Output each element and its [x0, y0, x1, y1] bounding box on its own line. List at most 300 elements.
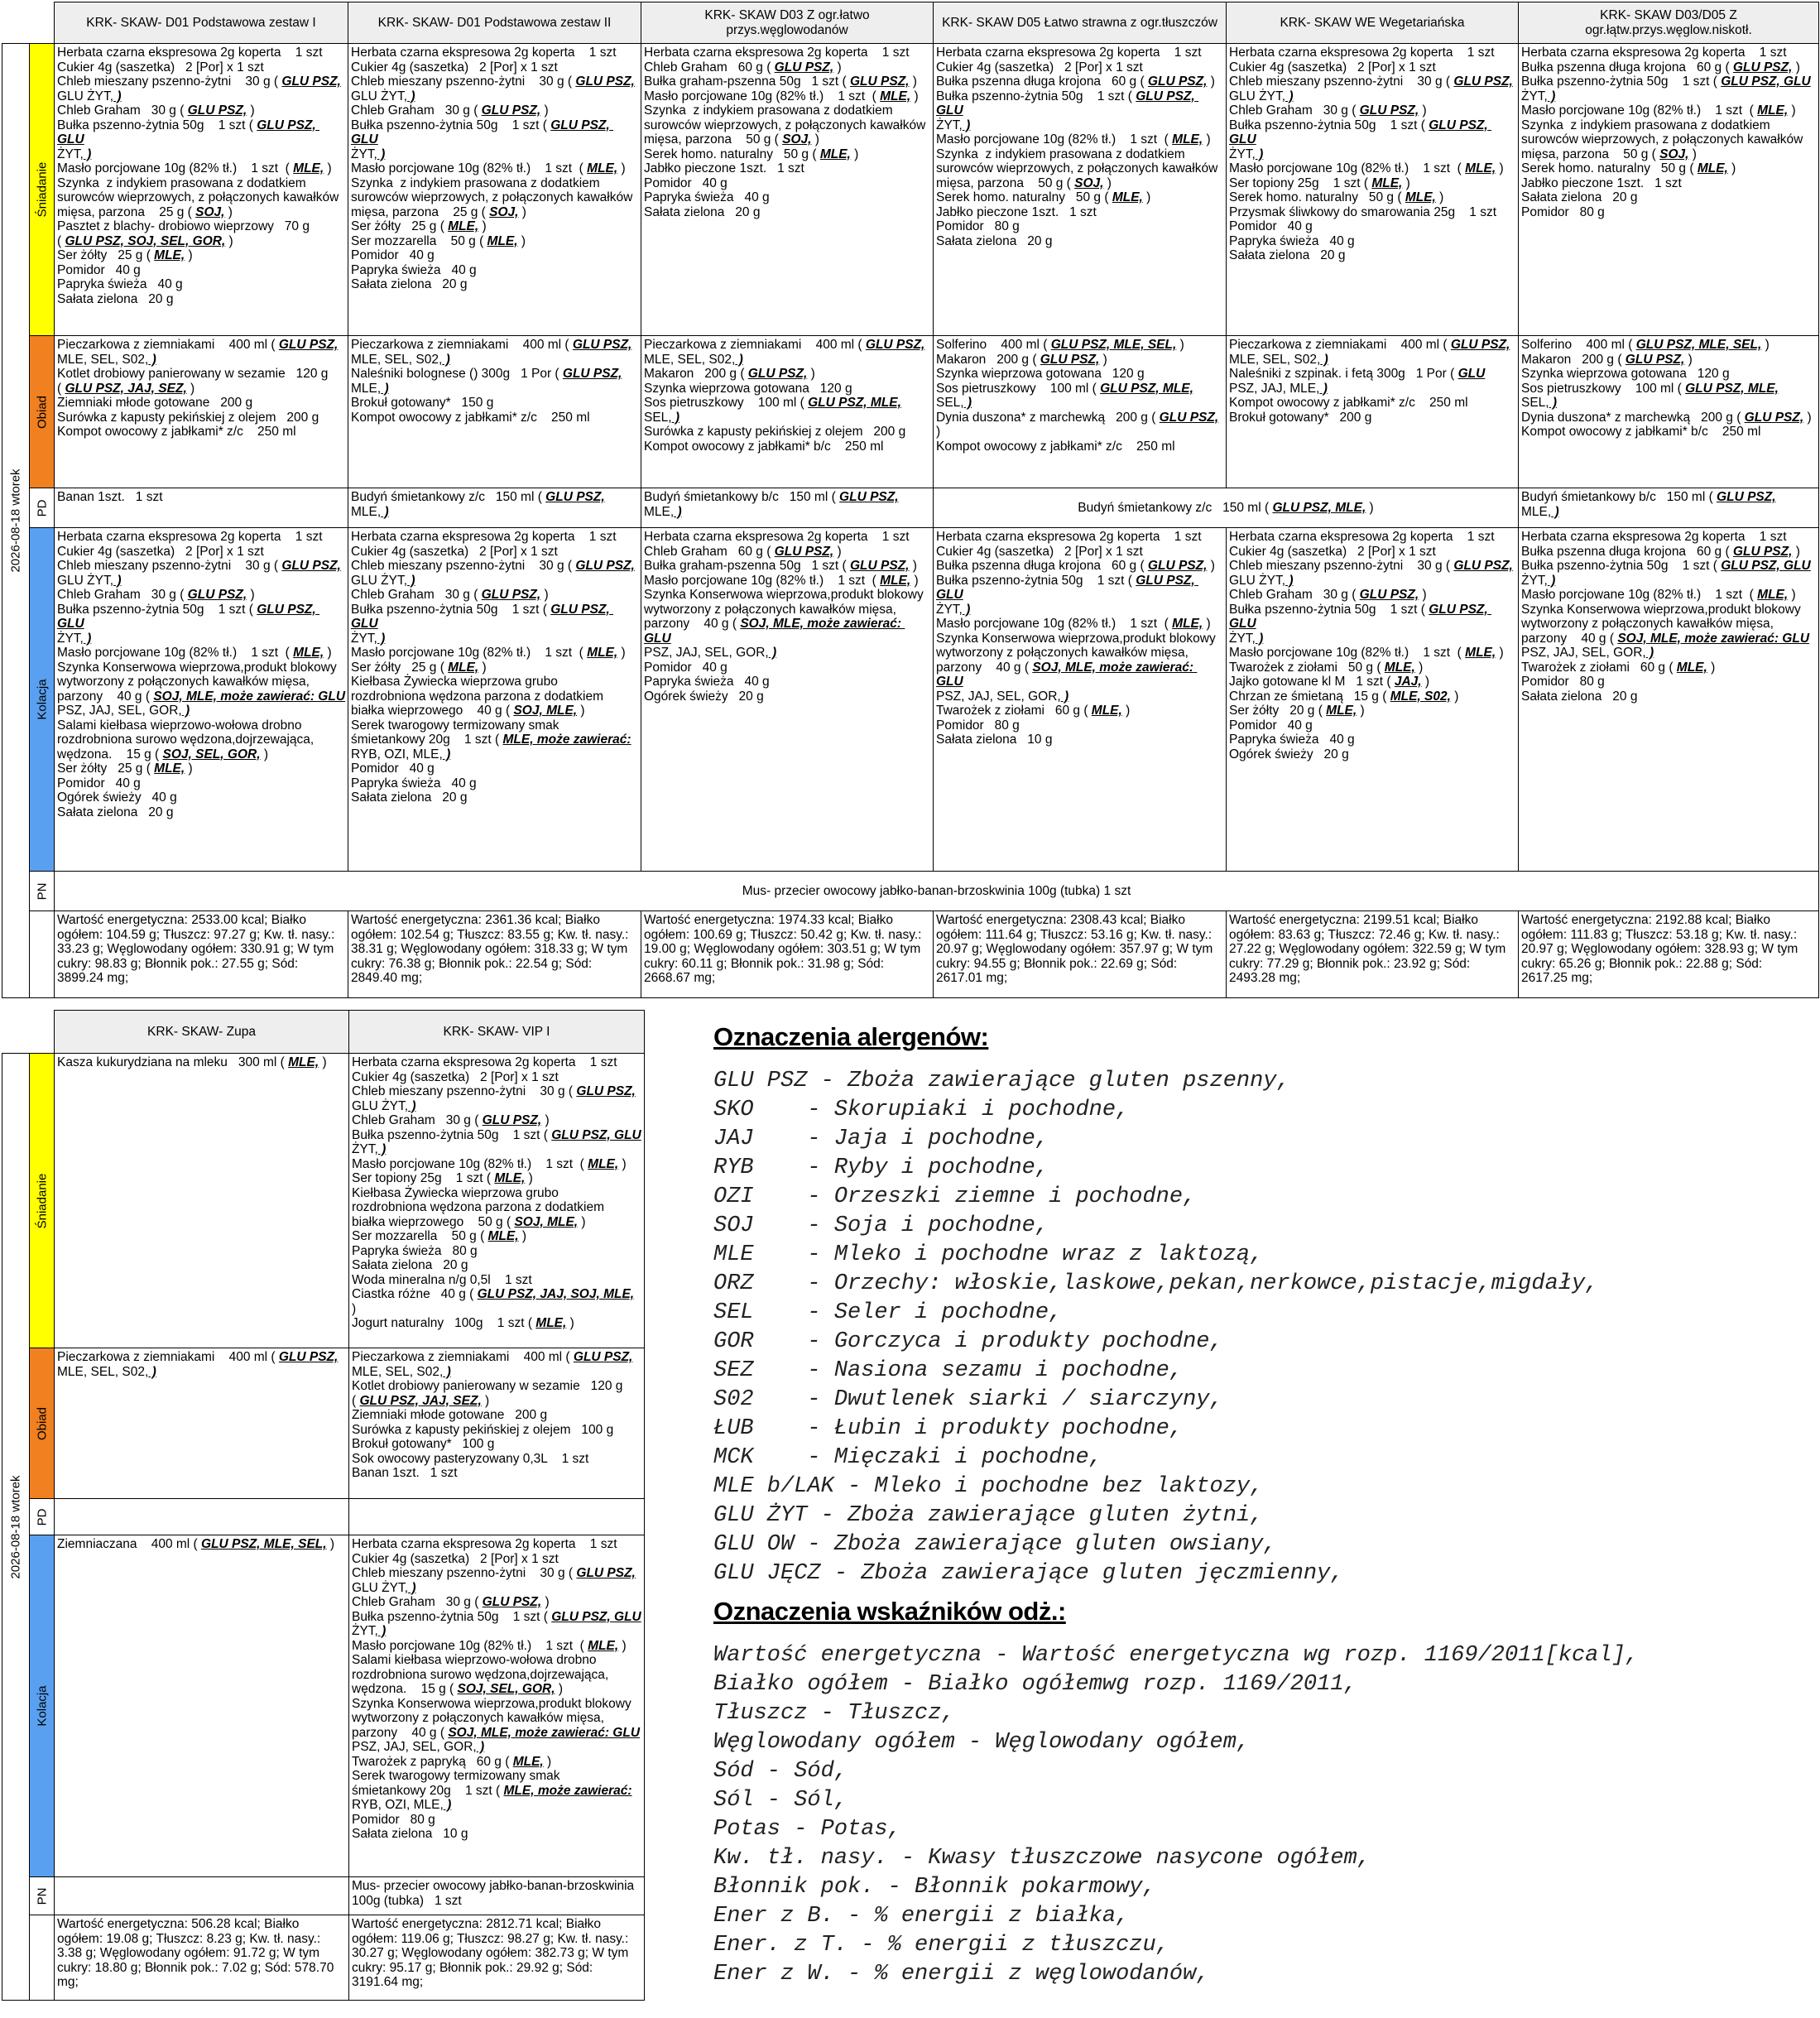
menu-line: Bułka pszenna długa krojona 60 g ( GLU PSZ, )	[1521, 60, 1800, 74]
menu-line: Wartość energetyczna: 2199.51 kcal; Białko	[1229, 913, 1478, 927]
menu-line: Chleb mieszany pszenno-żytni 30 g ( GLU PSZ,	[351, 74, 635, 89]
menu-line: Makaron 200 g ( GLU PSZ, )	[936, 352, 1107, 367]
allergen-codes: MLE,	[1697, 161, 1728, 175]
menu-line: parzony 40 g ( SOJ, MLE, może zawierać: GLU	[1521, 631, 1810, 646]
allergen-codes: )	[443, 1798, 452, 1812]
menu-line: Jajko gotowane kl M 1 szt ( JAJ, )	[1229, 675, 1430, 689]
menu-line: Masło porcjowane 10g (82% tł.) 1 szt ( MLE, )	[936, 132, 1211, 147]
menu-line: rozdrobniona surowo wędzona,dojrzewająca,	[352, 1667, 609, 1682]
allergen-codes: MLE,	[880, 89, 911, 103]
menu-line: Serek homo. naturalny 50 g ( MLE, )	[1521, 161, 1736, 175]
meal-label-obiad: Obiad	[30, 1348, 55, 1499]
allergen-codes: GLU PSZ, GLU	[351, 118, 614, 147]
legend-item: Sód - Sód,	[713, 1759, 848, 1784]
menu-line: wytworzony z połączonych kawałków mięsa,	[57, 675, 310, 689]
allergen-codes: )	[377, 1142, 387, 1156]
menu-line: Bułka pszenno-żytnia 50g 1 szt ( GLU PSZ, GLU	[1229, 602, 1492, 631]
menu-line: Cukier 4g (saszetka) 2 [Por] x 1 szt	[57, 60, 264, 74]
menu-line: Chleb Graham 30 g ( GLU PSZ, )	[351, 103, 549, 118]
meal-label-pn: PN	[30, 872, 55, 911]
menu-line: Kompot owocowy z jabłkami* z/c 250 ml	[351, 410, 590, 425]
menu-line: Dynia duszona* z marchewką 200 g ( GLU PSZ, )	[1521, 410, 1812, 425]
allergen-codes: )	[83, 147, 92, 161]
menu-line: Herbata czarna ekspresowa 2g koperta 1 szt	[352, 1055, 617, 1069]
allergen-codes: MLE,	[1405, 190, 1436, 204]
allergen-codes: GLU PSZ,	[839, 490, 899, 504]
menu-line: Wartość energetyczna: 2361.36 kcal; Białko	[351, 913, 600, 927]
menu-line: Herbata czarna ekspresowa 2g koperta 1 szt	[57, 530, 323, 544]
menu-line: Cukier 4g (saszetka) 2 [Por] x 1 szt	[936, 60, 1143, 74]
day-label: 2026-08-18 wtorek	[8, 1474, 23, 1579]
allergen-codes: GLU PSZ,	[1453, 559, 1513, 573]
menu-line: białka wieprzowego 50 g ( SOJ, MLE, )	[352, 1214, 586, 1229]
menu-cell	[641, 44, 934, 336]
menu-cell	[55, 488, 348, 528]
menu-line: śmietankowy 20g 1 szt ( MLE, może zawierać:	[352, 1783, 632, 1798]
allergen-codes: )	[113, 573, 122, 588]
allergen-codes: GLU PSZ,	[774, 544, 834, 559]
allergen-codes: JAJ,	[1394, 675, 1422, 689]
summary-cell	[55, 911, 348, 998]
menu-line: surowców wieprzowych, z połączonych kawałków	[1521, 132, 1803, 147]
menu-line: Kompot owocowy z jabłkami* z/c 250 ml	[57, 425, 296, 439]
day-label: 2026-08-18 wtorek	[8, 468, 23, 573]
menu-line: ( GLU PSZ, JAJ, SEZ, )	[352, 1393, 490, 1408]
menu-line: GLU ŻYT, )	[352, 1098, 416, 1113]
menu-line: Szynka z indykiem prasowana z dodatkiem	[57, 175, 306, 190]
menu-line: Papryka świeża 40 g	[351, 262, 477, 277]
menu-line: 100g (tubka) 1 szt	[352, 1893, 462, 1908]
menu-line: mięsa, parzona 25 g ( SOJ, )	[57, 204, 233, 219]
menu-cell	[1519, 336, 1819, 488]
menu-line: Bułka pszenno-żytnia 50g 1 szt ( GLU PSZ, GLU	[352, 1127, 641, 1142]
menu-line: Bułka pszenna długa krojona 60 g ( GLU PSZ, )	[936, 74, 1215, 89]
menu-line: surowców wieprzowych, z połączonych kawałków	[936, 161, 1218, 175]
menu-cell	[55, 528, 348, 872]
menu-line: Chleb Graham 30 g ( GLU PSZ, )	[1229, 588, 1427, 602]
allergen-codes: MLE,	[587, 161, 618, 175]
allergen-codes: GLU PSZ,	[572, 338, 632, 352]
menu-line: Bułka pszenna długa krojona 60 g ( GLU PSZ, )	[936, 559, 1215, 573]
menu-line: Bułka pszenno-żytnia 50g 1 szt ( GLU PSZ, GLU	[1521, 559, 1811, 573]
menu-line: cukry: 18.80 g; Błonnik pok.: 7.02 g; Sód: 578.70	[57, 1960, 334, 1975]
pn-cell: Mus- przecier owocowy jabłko-banan-brzoskwinia 100g (tubka) 1 szt	[55, 872, 1819, 911]
legend-item: Potas - Potas,	[713, 1817, 901, 1842]
menu-line: ( GLU PSZ, SOJ, SEL, GOR, )	[57, 233, 233, 248]
menu-line: Sałata zielona 20 g	[644, 204, 761, 219]
legend-item: GLU JĘCZ - Zboża zawierające gluten jęczmienny,	[713, 1561, 1344, 1586]
legend-item: Ener. z T. - % energii z tłuszczu,	[713, 1933, 1169, 1958]
menu-line: Herbata czarna ekspresowa 2g koperta 1 szt	[1229, 530, 1495, 544]
menu-line: Pomidor 40 g	[351, 248, 435, 262]
menu-line: parzony 40 g ( SOJ, MLE, może zawierać: GLU	[644, 617, 905, 646]
menu-line: cukry: 65.26 g; Błonnik pok.: 22.88 g; Sód:	[1521, 956, 1763, 971]
legend-item: SKO - Skorupiaki i pochodne,	[713, 1098, 1130, 1122]
allergen-codes: )	[1285, 573, 1294, 588]
menu-line: Papryka świeża 40 g	[644, 675, 770, 689]
allergen-codes: )	[671, 410, 680, 425]
legend-item: OZI - Orzeszki ziemne i pochodne,	[713, 1184, 1197, 1209]
allergen-codes: GLU PSZ,	[747, 367, 808, 381]
allergen-codes: GLU PSZ,	[278, 338, 339, 352]
legend-item: SEZ - Nasiona sezamu i pochodne,	[713, 1358, 1184, 1383]
menu-line: MLE, SEL, S02, )	[644, 352, 743, 367]
allergen-codes: MLE,	[1172, 132, 1203, 147]
menu-line: 2849.40 mg;	[351, 971, 423, 985]
menu-line: Surówka z kapusty pekińskiej z olejem 100 g	[352, 1422, 614, 1437]
allergen-codes: GLU PSZ, MLE,	[808, 396, 901, 410]
menu-cell	[934, 44, 1227, 336]
menu-cell	[349, 1348, 645, 1499]
menu-line: Brokuł gotowany* 150 g	[351, 396, 494, 410]
corner-blank	[30, 1011, 55, 1054]
menu-cell	[1227, 528, 1519, 872]
allergen-codes: )	[735, 352, 743, 367]
menu-line: parzony 40 g ( SOJ, MLE, może zawierać: GLU	[936, 660, 1198, 689]
allergen-codes: )	[963, 396, 972, 410]
allergen-codes: GLU PSZ,	[1359, 103, 1419, 118]
menu-line: PSZ, JAJ, SEL, GOR, )	[1521, 646, 1654, 660]
menu-table-secondary	[2, 1010, 645, 2001]
allergen-codes: MLE,	[154, 762, 185, 776]
menu-line: Herbata czarna ekspresowa 2g koperta 1 szt	[644, 46, 910, 60]
allergen-codes: )	[442, 747, 451, 762]
menu-line: rozdrobniona wędzona parzona z dodatkiem	[352, 1200, 605, 1214]
allergen-codes: MLE,	[494, 1171, 526, 1185]
menu-line: Makaron 200 g ( GLU PSZ, )	[1521, 352, 1693, 367]
menu-line: MLE, SEL, S02, )	[351, 352, 450, 367]
menu-line: ( GLU PSZ, JAJ, SEZ, )	[57, 381, 195, 396]
allergen-codes: GLU PSZ,	[573, 1350, 633, 1364]
menu-line: Szynka z indykiem prasowana z dodatkiem	[644, 103, 893, 118]
summary-cell	[641, 911, 934, 998]
menu-line: Sałata zielona 10 g	[936, 733, 1053, 747]
allergen-codes: GLU PSZ,	[1359, 588, 1419, 602]
menu-line: Masło porcjowane 10g (82% tł.) 1 szt ( MLE, )	[1229, 646, 1504, 660]
menu-line: rozdrobniona surowo wędzona,dojrzewająca,	[57, 733, 315, 747]
menu-line: Serek homo. naturalny 50 g ( MLE, )	[936, 190, 1151, 204]
menu-line: Herbata czarna ekspresowa 2g koperta 1 szt	[936, 530, 1202, 544]
allergen-codes: )	[1645, 646, 1654, 660]
menu-line: ogółem: 83.63 g; Tłuszcz: 72.46 g; Kw. tł. nasy.:	[1229, 927, 1500, 942]
menu-line: RYB, OZI, MLE, )	[352, 1798, 452, 1812]
menu-line: Wartość energetyczna: 1974.33 kcal; Białko	[644, 913, 893, 927]
menu-line: Pomidor 80 g	[1521, 675, 1605, 689]
menu-cell	[641, 488, 934, 528]
menu-cell	[348, 336, 641, 488]
allergen-codes: MLE,	[880, 573, 911, 588]
menu-line: ogółem: 19.08 g; Tłuszcz: 8.23 g; Kw. tł. nasy.:	[57, 1931, 321, 1946]
menu-line: MLE, SEL, S02, )	[57, 352, 156, 367]
menu-line: Ogórek świeży 20 g	[644, 689, 764, 704]
menu-line: Papryka świeża 40 g	[644, 190, 770, 204]
allergen-codes: MLE,	[1112, 190, 1143, 204]
menu-line: Herbata czarna ekspresowa 2g koperta 1 szt	[351, 530, 617, 544]
menu-line: Chleb mieszany pszenno-żytni 30 g ( GLU PSZ,	[57, 74, 341, 89]
menu-line: Herbata czarna ekspresowa 2g koperta 1 szt	[644, 530, 910, 544]
menu-cell	[348, 528, 641, 872]
allergen-codes: )	[148, 1364, 156, 1379]
menu-line: Masło porcjowane 10g (82% tł.) 1 szt ( MLE, )	[644, 573, 919, 588]
legend-item: Kw. tł. nasy. - Kwasy tłuszczowe nasycone ogółem,	[713, 1846, 1371, 1871]
allergen-codes: GLU PSZ,	[850, 74, 910, 89]
menu-line: GLU ŻYT, )	[1229, 89, 1294, 103]
menu-line: 3.38 g; Węglowodany ogółem: 91.72 g; W tym	[57, 1946, 320, 1960]
menu-line: Herbata czarna ekspresowa 2g koperta 1 szt	[351, 46, 617, 60]
menu-cell	[1519, 488, 1819, 528]
menu-line: Szynka Konserwowa wieprzowa,produkt blokowy	[644, 588, 924, 602]
menu-line: 27.22 g; Węglowodany ogółem: 322.59 g; W tym	[1229, 942, 1506, 956]
menu-line: GLU ŻYT, )	[352, 1580, 416, 1595]
corner-blank	[30, 2, 55, 44]
menu-line: Bułka pszenno-żytnia 50g 1 szt ( GLU PSZ, GLU	[57, 602, 320, 631]
allergen-codes: GLU PSZ,	[1744, 410, 1804, 425]
allergen-codes: )	[1551, 504, 1559, 519]
allergen-codes: MLE,	[1465, 646, 1496, 660]
menu-line: Sałata zielona 20 g	[351, 790, 468, 805]
allergen-codes: )	[1547, 573, 1556, 588]
menu-line: Papryka świeża 40 g	[1229, 733, 1355, 747]
allergen-codes: GLU PSZ, GLU	[936, 89, 1199, 118]
menu-line: PSZ, JAJ, SEL, GOR, )	[644, 646, 777, 660]
legend-item: Ener z B. - % energii z białka,	[713, 1904, 1130, 1929]
menu-line: Masło porcjowane 10g (82% tł.) 1 szt ( MLE, )	[1229, 161, 1504, 175]
menu-line: mięsa, parzona 50 g ( SOJ, )	[1521, 147, 1697, 161]
allergen-codes: MLE,	[293, 646, 324, 660]
menu-line: Szynka Konserwowa wieprzowa,produkt blokowy	[936, 631, 1216, 646]
allergen-codes: GLU PSZ,	[187, 103, 247, 118]
menu-line: Naleśniki z szpinak. i fetą 300g 1 Por ( GLU	[1229, 367, 1486, 381]
menu-line: RYB, OZI, MLE, )	[351, 747, 451, 762]
allergen-codes: GLU PSZ, GLU	[1721, 559, 1811, 573]
menu-line: białka wieprzowego 40 g ( SOJ, MLE, )	[351, 704, 585, 718]
legend-item: S02 - Dwutlenek siarki / siarczyny,	[713, 1387, 1223, 1412]
menu-line: Ogórek świeży 20 g	[1229, 747, 1349, 762]
allergen-codes: GLU PSZ,	[482, 1113, 542, 1127]
menu-line: Banan 1szt. 1 szt	[57, 490, 163, 504]
menu-line: ŻYT, )	[352, 1624, 387, 1638]
menu-line: mięsa, parzona 50 g ( SOJ, )	[644, 132, 819, 147]
menu-line: Masło porcjowane 10g (82% tł.) 1 szt ( MLE, )	[57, 161, 332, 175]
menu-cell	[934, 336, 1227, 488]
menu-line: Ogórek świeży 40 g	[57, 790, 177, 805]
allergen-codes: GLU PSZ,	[1453, 74, 1513, 89]
allergen-codes: )	[1319, 381, 1328, 396]
allergen-codes: )	[83, 631, 92, 646]
allergen-codes: GLU PSZ,	[850, 559, 910, 573]
summary-label-cell	[30, 911, 55, 998]
meal-label-kolacja: Kolacja	[30, 1535, 55, 1877]
legend-item: GLU PSZ - Zboża zawierające gluten pszenny,	[713, 1069, 1290, 1093]
menu-line: Ser żółty 25 g ( MLE, )	[57, 248, 193, 262]
menu-line: surowców wieprzowych, z połączonych kawałków	[57, 190, 339, 204]
allergen-codes: GLU PSZ, GLU	[1229, 118, 1492, 147]
menu-line: wędzona. 15 g ( SOJ, SEL, GOR, )	[352, 1682, 563, 1696]
menu-line: cukry: 95.17 g; Błonnik pok.: 29.92 g; Sód:	[352, 1960, 593, 1975]
allergen-codes: MLE,	[1326, 704, 1357, 718]
corner-blank	[2, 1011, 30, 1054]
allergen-codes: MLE,	[487, 1229, 519, 1243]
menu-line: PSZ, JAJ, SEL, GOR, )	[57, 704, 190, 718]
menu-line: Pomidor 40 g	[1229, 219, 1313, 233]
legend-item: Ener z W. - % energii z węglowodanów,	[713, 1962, 1210, 1987]
menu-line: Chleb mieszany pszenno-żytni 30 g ( GLU PSZ,	[1229, 559, 1513, 573]
menu-line: Kotlet drobiowy panierowany w sezamie 120 g	[352, 1379, 623, 1393]
menu-line: Masło porcjowane 10g (82% tł.) 1 szt ( MLE, )	[1521, 103, 1796, 118]
menu-line: Chleb mieszany pszenno-żytni 30 g ( GLU PSZ,	[1229, 74, 1513, 89]
diet-header: KRK- SKAW- D01 Podstawowa zestaw II	[348, 2, 641, 44]
menu-line: GLU ŻYT, )	[351, 89, 415, 103]
allergen-codes: GLU PSZ, GLU	[551, 1609, 641, 1624]
menu-line: Papryka świeża 40 g	[351, 776, 477, 790]
menu-line: Bułka pszenno-żytnia 50g 1 szt ( GLU PSZ, GLU	[57, 118, 320, 147]
allergen-codes: )	[1549, 396, 1558, 410]
menu-line: Budyń śmietankowy b/c 150 ml ( GLU PSZ,	[644, 490, 899, 504]
menu-line: ŻYT, )	[57, 631, 92, 646]
allergen-codes: SOJ,	[782, 132, 812, 147]
allergen-codes: MLE,	[1172, 617, 1203, 631]
menu-line: Pomidor 80 g	[936, 219, 1020, 233]
allergen-codes: )	[476, 1740, 485, 1754]
allergen-codes: MLE,	[819, 147, 851, 161]
allergen-codes: GLU PSZ, MLE,	[1685, 381, 1779, 396]
menu-line: 2617.01 mg;	[936, 971, 1008, 985]
menu-line: Kasza kukurydziana na mleku 300 ml ( MLE, )	[57, 1055, 327, 1069]
allergen-codes: GLU PSZ, SOJ, SEL, GOR,	[65, 233, 226, 248]
allergen-codes: SOJ,	[195, 204, 225, 219]
menu-cell	[641, 528, 934, 872]
allergen-codes: GLU PSZ, JAJ, SEZ,	[65, 381, 187, 396]
allergen-codes: MLE,	[1091, 704, 1122, 718]
corner-blank	[2, 2, 30, 44]
allergen-codes: MLE, może zawierać:	[502, 733, 631, 747]
menu-cell	[348, 488, 641, 528]
allergen-codes: GLU PSZ,	[187, 588, 247, 602]
allergen-codes: MLE,	[293, 161, 324, 175]
menu-line: ogółem: 119.06 g; Tłuszcz: 98.27 g; Kw. tł. nasy.:	[352, 1931, 629, 1946]
menu-line: Papryka świeża 80 g	[352, 1243, 478, 1258]
menu-line: rozdrobniona wędzona parzona z dodatkiem	[351, 689, 604, 704]
menu-line: Kiełbasa Żywiecka wieprzowa grubo	[352, 1185, 559, 1200]
diet-header: KRK- SKAW WE Wegetariańska	[1227, 2, 1519, 44]
menu-line: Chleb Graham 30 g ( GLU PSZ, )	[57, 103, 255, 118]
allergen-codes: SOJ, MLE, może zawierać: GLU	[448, 1725, 641, 1740]
menu-line: Pieczarkowa z ziemniakami 400 ml ( GLU PSZ,	[352, 1350, 633, 1364]
menu-line: Masło porcjowane 10g (82% tł.) 1 szt ( MLE, )	[936, 617, 1211, 631]
menu-line: Chleb mieszany pszenno-żytni 30 g ( GLU PSZ,	[352, 1566, 636, 1580]
menu-line: Dynia duszona* z marchewką 200 g ( GLU PSZ, )	[936, 410, 1222, 439]
menu-line: Kompot owocowy z jabłkami* b/c 250 ml	[1521, 425, 1761, 439]
meal-label-sniadanie: Śniadanie	[30, 44, 55, 336]
allergen-codes: GLU PSZ,	[281, 559, 341, 573]
allergen-codes: GLU PSZ,	[278, 1350, 339, 1364]
allergen-codes: MLE, S02,	[1390, 689, 1451, 704]
allergen-codes: )	[148, 352, 156, 367]
menu-line: Ser żółty 20 g ( MLE, )	[1229, 704, 1365, 718]
menu-line: mięsa, parzona 50 g ( SOJ, )	[936, 175, 1112, 190]
allergen-codes: GLU PSZ, GLU	[57, 602, 320, 631]
allergen-codes: SOJ, MLE, może zawierać: GLU	[153, 689, 346, 704]
allergen-legend	[713, 1022, 1598, 1588]
menu-line: Bułka graham-pszenna 50g 1 szt ( GLU PSZ, )	[644, 559, 917, 573]
menu-cell	[55, 1054, 349, 1348]
menu-line: parzony 40 g ( SOJ, MLE, może zawierać: GLU	[57, 689, 346, 704]
legend-item: Sól - Sól,	[713, 1788, 848, 1813]
menu-line: Pomidor 40 g	[57, 776, 141, 790]
menu-cell	[641, 336, 934, 488]
allergen-codes: SOJ, MLE, może zawierać: GLU	[644, 617, 905, 646]
menu-table-main	[2, 2, 1819, 998]
menu-cell	[55, 1348, 349, 1499]
allergen-codes: GLU PSZ, MLE,	[1272, 500, 1366, 515]
menu-line: Bułka pszenno-żytnia 50g 1 szt ( GLU PSZ, GLU	[351, 602, 614, 631]
summary-label-cell	[30, 1915, 55, 2001]
menu-line: Wartość energetyczna: 2192.88 kcal; Białko	[1521, 913, 1770, 927]
menu-line: Masło porcjowane 10g (82% tł.) 1 szt ( MLE, )	[352, 1638, 627, 1653]
legend-item: RYB - Ryby i pochodne,	[713, 1156, 1049, 1180]
menu-line: Salami kiełbasa wieprzowo-wołowa drobno	[352, 1653, 597, 1667]
allergen-codes: GLU PSZ,	[1147, 74, 1208, 89]
menu-line: Masło porcjowane 10g (82% tł.) 1 szt ( MLE, )	[644, 89, 919, 103]
menu-line: ŻYT, )	[351, 147, 386, 161]
allergen-codes: )	[381, 381, 389, 396]
menu-line: Szynka wieprzowa gotowana 120 g	[1521, 367, 1730, 381]
menu-line: Ser żółty 25 g ( MLE, )	[57, 762, 193, 776]
legend-item: Białko ogółem - Białko ogółemwg rozp. 1169/2011,	[713, 1672, 1357, 1697]
menu-cell	[1227, 44, 1519, 336]
menu-line: ŻYT, )	[352, 1142, 387, 1156]
allergen-codes: GLU PSZ,	[1147, 559, 1208, 573]
menu-line: ŻYT, )	[1521, 89, 1556, 103]
menu-line: Masło porcjowane 10g (82% tł.) 1 szt ( MLE, )	[352, 1156, 627, 1171]
allergen-codes: )	[1547, 89, 1556, 103]
menu-line: Herbata czarna ekspresowa 2g koperta 1 szt	[1521, 46, 1787, 60]
allergen-codes: GLU PSZ,	[481, 588, 541, 602]
menu-line: Pieczarkowa z ziemniakami 400 ml ( GLU PSZ,	[1229, 338, 1510, 352]
menu-line: Pasztet z blachy- drobiowo wieprzowy 70 g	[57, 219, 310, 233]
menu-line: Bułka pszenna długa krojona 60 g ( GLU PSZ, )	[1521, 544, 1800, 559]
diet-header: KRK- SKAW- D01 Podstawowa zestaw I	[55, 2, 348, 44]
allergen-codes: MLE,	[288, 1055, 319, 1069]
menu-line: Budyń śmietankowy z/c 150 ml ( GLU PSZ,	[351, 490, 605, 504]
allergen-codes: GLU PSZ, MLE, SEL,	[201, 1537, 327, 1551]
menu-line: Chleb Graham 30 g ( GLU PSZ, )	[57, 588, 255, 602]
menu-line: Cukier 4g (saszetka) 2 [Por] x 1 szt	[352, 1069, 559, 1084]
menu-line: Serek homo. naturalny 50 g ( MLE, )	[644, 147, 859, 161]
legend-item: MLE - Mleko i pochodne wraz z laktozą,	[713, 1242, 1264, 1267]
menu-line: Cukier 4g (saszetka) 2 [Por] x 1 szt	[936, 544, 1143, 559]
allergen-codes: GLU PSZ,	[1625, 352, 1685, 367]
menu-line: ŻYT, )	[1229, 147, 1264, 161]
menu-line: Cukier 4g (saszetka) 2 [Por] x 1 szt	[57, 544, 264, 559]
summary-cell	[934, 911, 1227, 998]
menu-line: Sałata zielona 20 g	[57, 805, 174, 819]
menu-line: Pomidor 40 g	[644, 175, 728, 190]
menu-line: Sałata zielona 20 g	[936, 233, 1053, 248]
menu-cell	[55, 44, 348, 336]
menu-line: Chleb Graham 30 g ( GLU PSZ, )	[352, 1595, 550, 1609]
allergen-codes: )	[408, 1098, 416, 1113]
menu-line: Pomidor 40 g	[57, 262, 141, 277]
allergen-codes: GLU PSZ, GLU	[936, 573, 1199, 602]
legend-item: Błonnik pok. - Błonnik pokarmowy,	[713, 1875, 1156, 1900]
menu-cell	[348, 44, 641, 336]
menu-line: Szynka wieprzowa gotowana 120 g	[936, 367, 1145, 381]
menu-line: ogółem: 100.69 g; Tłuszcz: 50.42 g; Kw. tł. nasy.:	[644, 927, 922, 942]
menu-line: Sałata zielona 20 g	[352, 1258, 468, 1272]
menu-line: cukry: 76.38 g; Błonnik pok.: 22.54 g; Sód:	[351, 956, 593, 971]
allergen-codes: SOJ, MLE,	[514, 1214, 579, 1229]
